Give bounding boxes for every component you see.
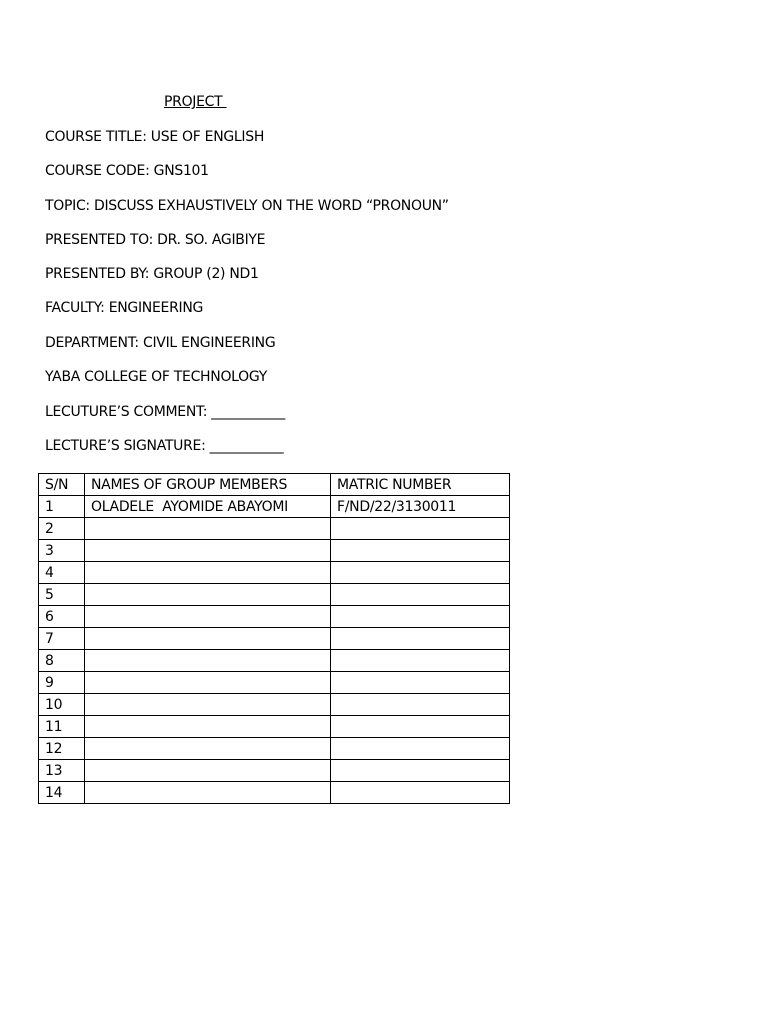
row-name — [85, 716, 331, 738]
table-row — [39, 650, 510, 672]
table-header-row — [39, 474, 510, 496]
course-code-line: COURSE CODE: GNS101 — [45, 163, 209, 179]
row-sn: 8 — [39, 650, 85, 672]
row-sn: 12 — [39, 738, 85, 760]
table-row — [39, 716, 510, 738]
presented-to-line: PRESENTED TO: DR. SO. AGIBIYE — [45, 232, 266, 248]
row-matric — [331, 584, 510, 606]
row-sn: 1 — [39, 496, 85, 518]
lecturer-signature-line: LECTURE’S SIGNATURE: ___________ — [45, 438, 284, 454]
faculty-line: FACULTY: ENGINEERING — [45, 300, 204, 316]
topic-line: TOPIC: DISCUSS EXHAUSTIVELY ON THE WORD “PRONOUN” — [45, 198, 449, 214]
table-row — [39, 672, 510, 694]
row-name — [85, 650, 331, 672]
row-sn: 2 — [39, 518, 85, 540]
row-name — [85, 760, 331, 782]
header-sn: S/N — [39, 474, 85, 496]
row-name — [85, 540, 331, 562]
row-matric: F/ND/22/3130011 — [331, 496, 510, 518]
header-names: NAMES OF GROUP MEMBERS — [85, 474, 331, 496]
row-name: OLADELE AYOMIDE ABAYOMI — [85, 496, 331, 518]
row-sn: 3 — [39, 540, 85, 562]
row-matric — [331, 628, 510, 650]
row-sn: 7 — [39, 628, 85, 650]
header-matric: MATRIC NUMBER — [331, 474, 510, 496]
department-line: DEPARTMENT: CIVIL ENGINEERING — [45, 335, 276, 351]
row-matric — [331, 606, 510, 628]
row-sn: 14 — [39, 782, 85, 804]
table-row — [39, 606, 510, 628]
row-name — [85, 738, 331, 760]
row-matric — [331, 760, 510, 782]
row-name — [85, 672, 331, 694]
table-row — [39, 628, 510, 650]
lecturer-comment-line: LECUTURE’S COMMENT: ___________ — [45, 404, 285, 420]
row-sn: 9 — [39, 672, 85, 694]
group-members-table — [38, 473, 510, 804]
row-name — [85, 782, 331, 804]
row-sn: 13 — [39, 760, 85, 782]
page-title: PROJECT — [164, 94, 227, 110]
row-matric — [331, 782, 510, 804]
table-row — [39, 782, 510, 804]
row-matric — [331, 716, 510, 738]
row-name — [85, 562, 331, 584]
table-row — [39, 540, 510, 562]
row-matric — [331, 518, 510, 540]
table-row — [39, 738, 510, 760]
row-name — [85, 606, 331, 628]
row-sn: 10 — [39, 694, 85, 716]
table-row — [39, 518, 510, 540]
college-line: YABA COLLEGE OF TECHNOLOGY — [45, 369, 267, 385]
row-sn: 4 — [39, 562, 85, 584]
row-matric — [331, 540, 510, 562]
row-name — [85, 584, 331, 606]
table-row — [39, 584, 510, 606]
course-title-line: COURSE TITLE: USE OF ENGLISH — [45, 129, 265, 145]
table-row — [39, 760, 510, 782]
row-matric — [331, 650, 510, 672]
row-sn: 11 — [39, 716, 85, 738]
row-name — [85, 694, 331, 716]
row-matric — [331, 738, 510, 760]
row-sn: 6 — [39, 606, 85, 628]
row-name — [85, 518, 331, 540]
table-row — [39, 694, 510, 716]
row-matric — [331, 694, 510, 716]
row-name — [85, 628, 331, 650]
row-sn: 5 — [39, 584, 85, 606]
table-row — [39, 496, 510, 518]
table-row — [39, 562, 510, 584]
row-matric — [331, 672, 510, 694]
row-matric — [331, 562, 510, 584]
presented-by-line: PRESENTED BY: GROUP (2) ND1 — [45, 266, 259, 282]
